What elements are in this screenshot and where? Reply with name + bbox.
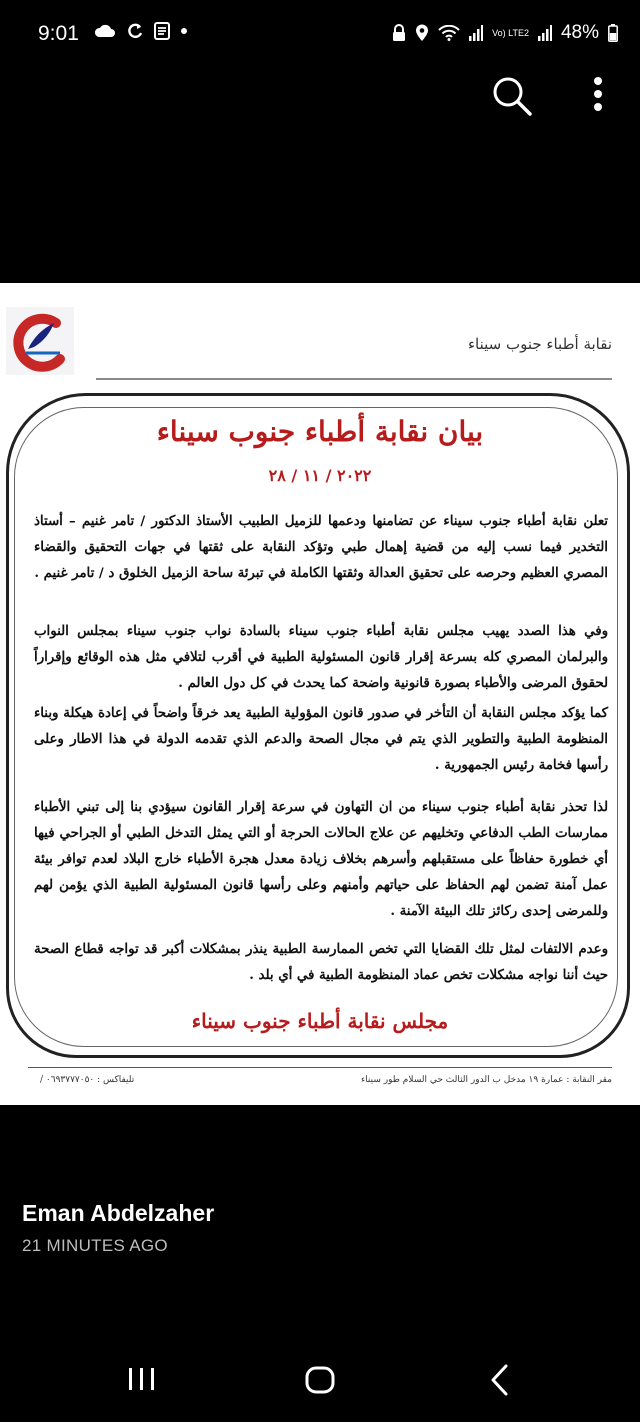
post-author[interactable]: Eman Abdelzaher xyxy=(22,1200,215,1226)
signal-icon xyxy=(538,25,552,41)
post-timestamp: 21 MINUTES AGO xyxy=(22,1236,168,1255)
battery-icon xyxy=(608,24,618,42)
network-label: Vo) LTE2 xyxy=(492,27,529,38)
dot-icon xyxy=(180,27,188,35)
photo[interactable] xyxy=(0,283,640,1105)
location-icon xyxy=(415,24,429,42)
wifi-icon xyxy=(438,25,460,41)
status-time: 9:01 xyxy=(38,22,79,45)
footer-divider xyxy=(28,1067,612,1068)
letterhead-name: نقابة أطباء جنوب سيناء xyxy=(467,335,612,353)
paragraph-1: تعلن نقابة أطباء جنوب سيناء عن تضامنها ودعمها للزميل الطبيب الأستاذ الدكتور / تامر غنيم – أستاذ التخدير فيما نسب إليه من قضية إهمال طبي وتؤكد النقابة على ثقتها في جهات التحقيق والقضاء المصري العظيم وحرصه على تحقيق العدالة وثقتها الكاملة في تبرئة ساحة الزميل الخلوق د / تامر غنيم . xyxy=(34,514,608,581)
letterhead xyxy=(0,283,640,383)
search-icon xyxy=(488,72,536,120)
recent-apps-button[interactable] xyxy=(122,1360,162,1400)
home-icon xyxy=(300,1360,340,1400)
battery-percent: 48% xyxy=(560,22,599,43)
footer-address: مقر النقابة : عمارة ١٩ مدخل ب الدور الثالث حي السلام طور سيناء xyxy=(360,1075,612,1085)
paragraph-2: وفي هذا الصدد يهيب مجلس نقابة أطباء جنوب سيناء بالسادة نواب جنوب سيناء بمجلس النواب والبرلمان المصري كله بسرعة إقرار قانون المسئولية الطبية في أقرب لتلافي مثل هذه الوقائع وإقراراً لحقوق المرضى والأطباء بصورة قانونية واضحة كما يحدث في كل دول العالم . xyxy=(34,624,608,691)
sync-icon xyxy=(126,22,144,40)
notification-icons xyxy=(94,22,188,40)
paragraph-4: لذا تحذر نقابة أطباء جنوب سيناء من ان التهاون في سرعة إقرار القانون سيؤدي بنا إلى تبني الأطباء ممارسات الطب الدفاعي وتخليهم عن علاج الحالات الحرجة أو التي يمثل التدخل الطبي أو الجراحي فيها أي خطورة حفاظاً على مستقبلهم وأسرهم بخلاف زيادة معدل هجرة الأطباء خارج البلاد لعدم توافر بيئة عمل آمنة تضمن لهم الحفاظ على حياتهم وأمنهم وعلى رأسها قانون المسئولية الطبية الذي يؤمن لهم وللمرضى إحدى ركائز تلك البيئة الآمنة . xyxy=(34,800,608,919)
more-options-button[interactable] xyxy=(582,72,614,120)
recent-apps-icon xyxy=(122,1360,162,1400)
system-icons xyxy=(392,22,618,44)
home-button[interactable] xyxy=(300,1360,340,1400)
letterhead-divider xyxy=(96,378,612,380)
back-button[interactable] xyxy=(480,1360,520,1400)
paragraph-3: كما يؤكد مجلس النقابة أن التأخر في صدور قانون المؤولية الطبية يعد خرقاً واضحاً في إعادة هيكلة وبناء المنظومة الطبية والتطوير الذي يتم في مجال الصحة والدعم الذي تقدمه الدولة في هذا الاطار وعلى رأسها فخامة رئيس الجمهورية . xyxy=(34,706,608,773)
syndicate-logo xyxy=(4,305,76,377)
status-bar xyxy=(0,0,640,72)
signal-icon xyxy=(469,25,483,41)
search-button[interactable] xyxy=(488,72,536,120)
note-icon xyxy=(154,22,170,40)
document-date: ٢٠٢٢ / ١١ / ٢٨ xyxy=(268,466,372,485)
more-vertical-icon xyxy=(582,72,614,120)
document-title: بيان نقابة أطباء جنوب سيناء xyxy=(156,415,484,448)
cloud-icon xyxy=(94,24,116,38)
back-icon xyxy=(480,1360,520,1400)
footer-phone: تليفاكس : ٠٦٩٣٧٧٧٠٥٠ / xyxy=(40,1075,135,1085)
document-signature: مجلس نقابة أطباء جنوب سيناء xyxy=(191,1009,449,1033)
paragraph-5: وعدم الالتفات لمثل تلك القضايا التي تخص الممارسة الطبية ينذر بمشكلات أكبر قد تواجه قطاع الصحة حيث أننا نواجه مشكلات تخص عماد المنظومة الطبية في أي بلد . xyxy=(34,942,608,983)
lock-icon xyxy=(392,24,406,42)
